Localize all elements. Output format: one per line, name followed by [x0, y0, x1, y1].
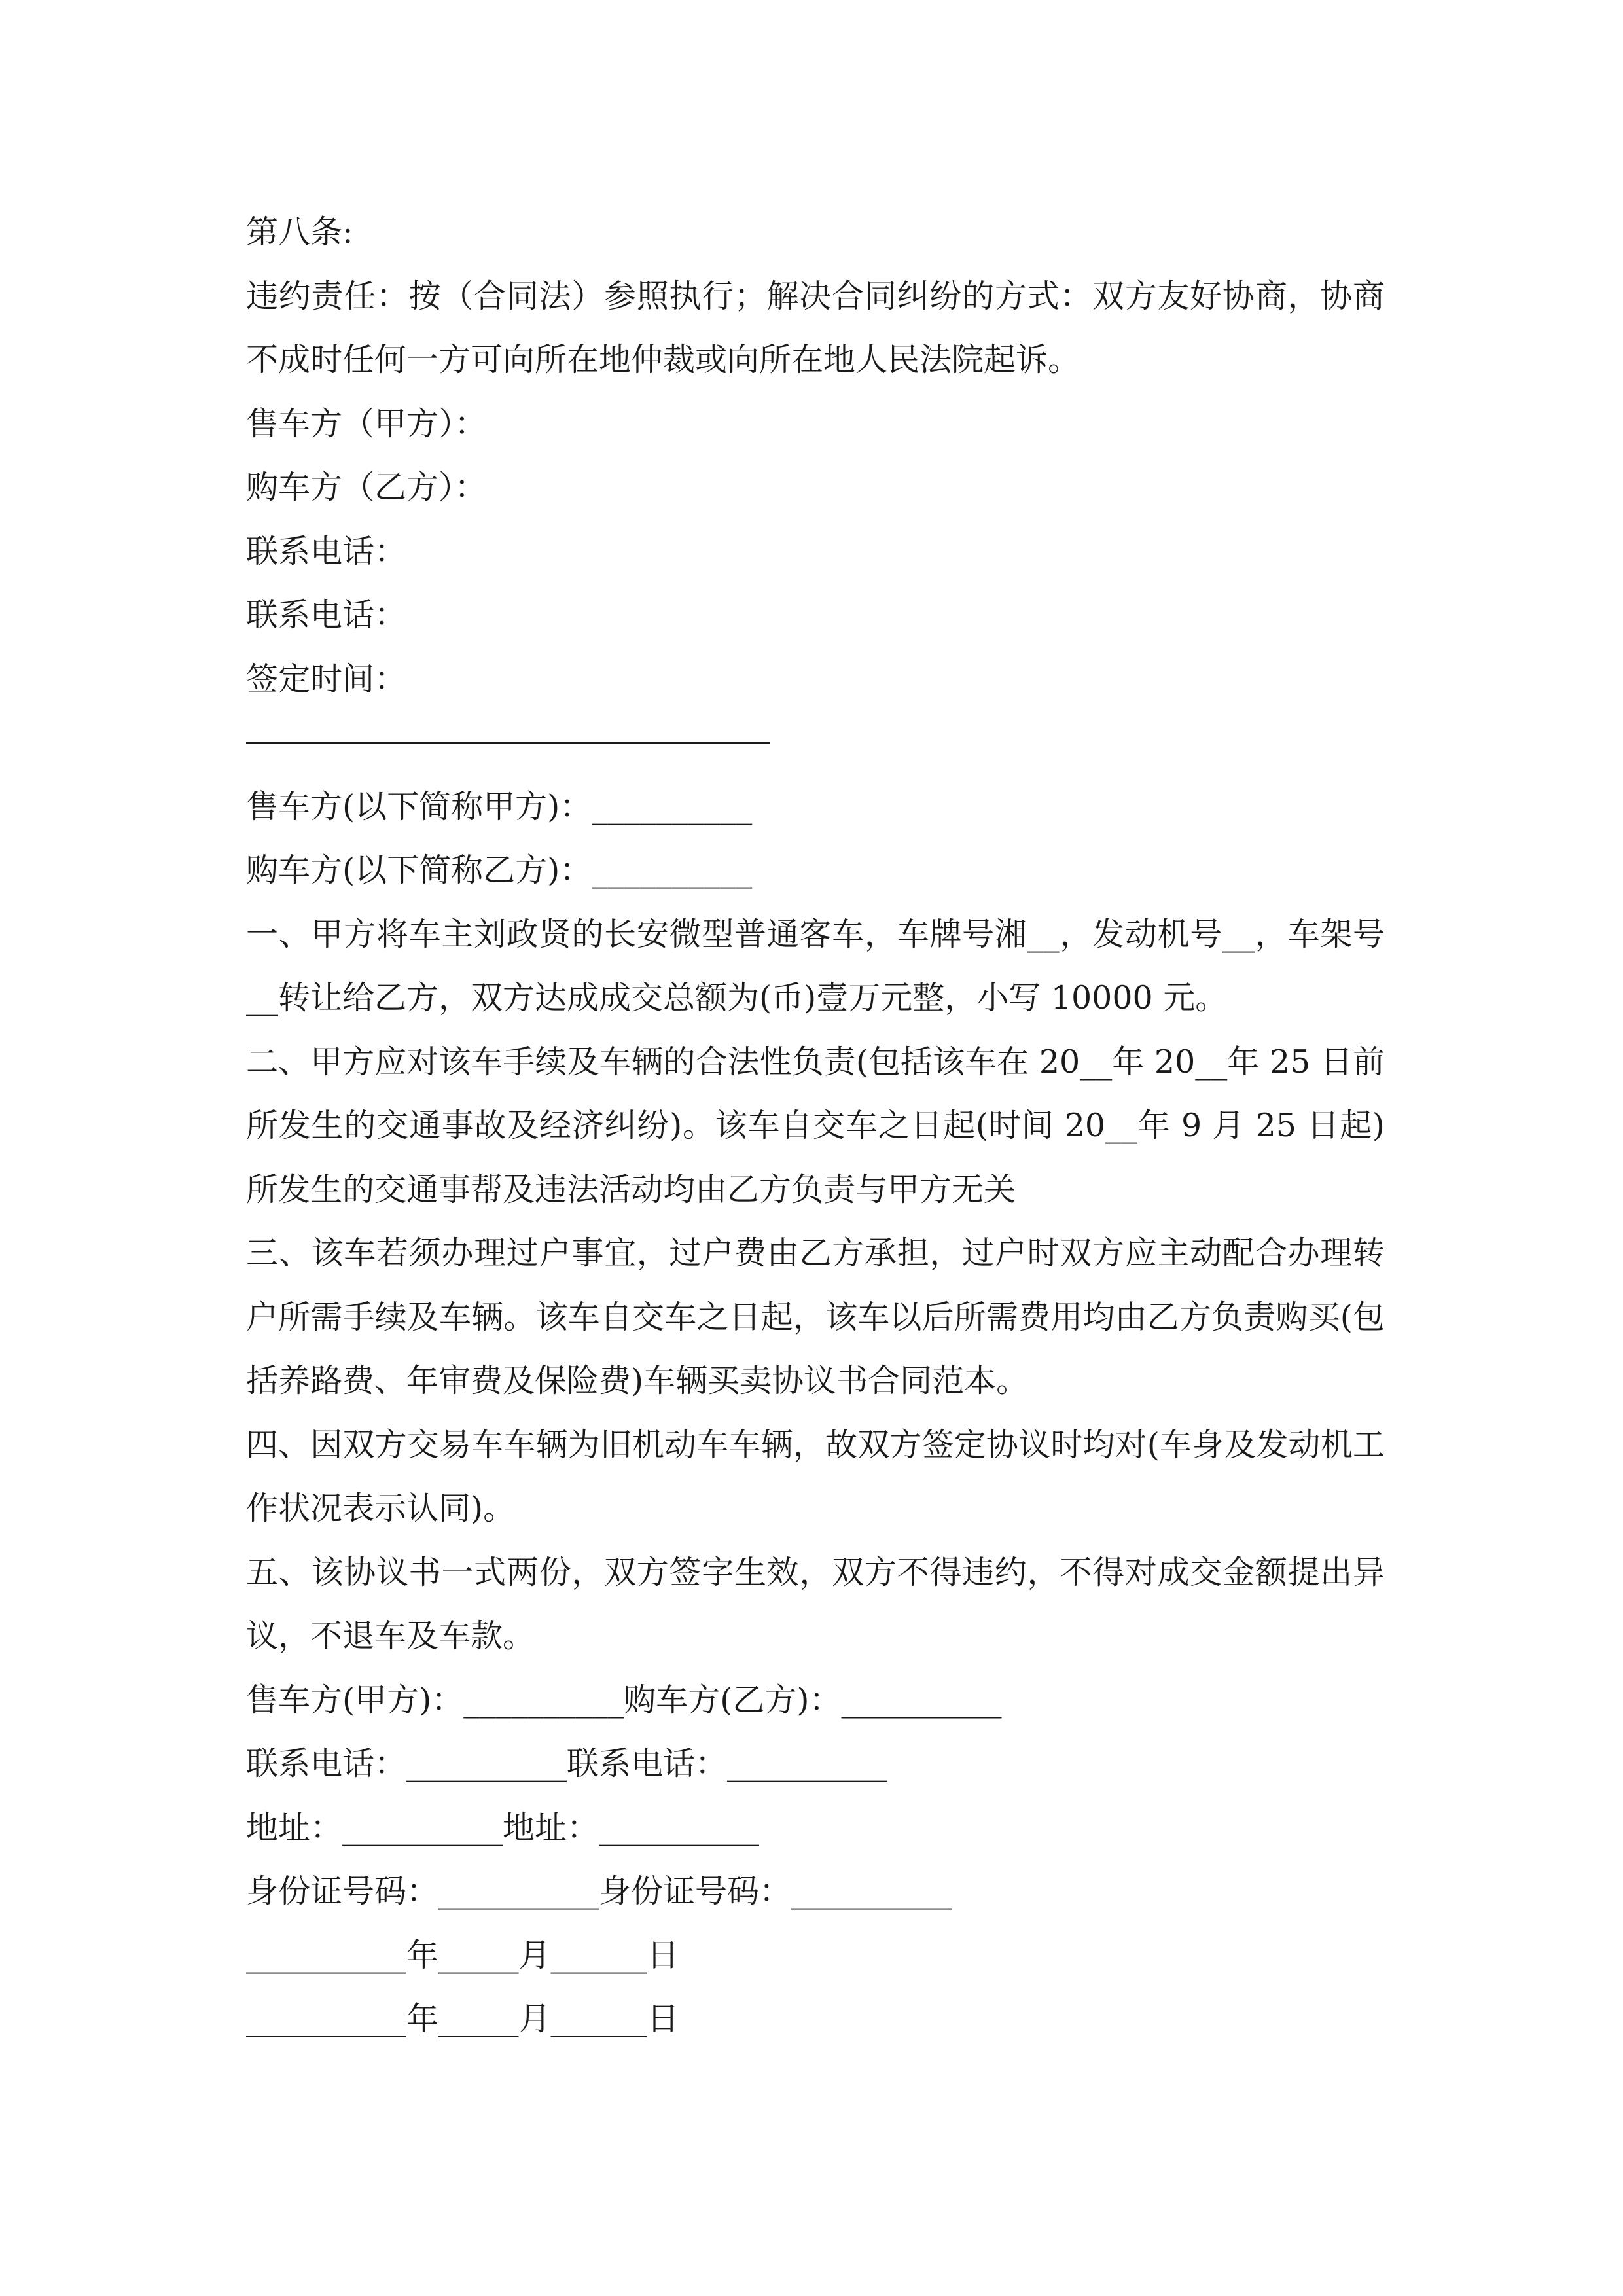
- seller-party-a-label: 售车方（甲方）：: [246, 404, 487, 442]
- clause-3-paragraph: 三、该车若须办理过户事宜，过户费由乙方承担，过户时双方应主动配合办理转户所需手续及车辆。该车自交车之日起，该车以后所需费用均由乙方负责购买(包括养路费、年审费及保险费)车辆买卖协议书合同范本。: [246, 1234, 1385, 1399]
- contact-phone-label-1: 联系电话：: [246, 532, 407, 570]
- clause-5-paragraph: 五、该协议书一式两份，双方签字生效，双方不得违约，不得对成交金额提出异议，不退车及车款。: [246, 1553, 1385, 1655]
- contact-phone-label-2: 联系电话：: [246, 596, 407, 634]
- signature-address-line: 地址：__________地址：__________: [246, 1808, 760, 1846]
- contract-page: [246, 200, 1385, 2051]
- buyer-reference-line: 购车方(以下简称乙方)：__________: [246, 852, 753, 889]
- clause-2-paragraph: 二、甲方应对该车手续及车辆的合法性负责(包括该车在 20__年 20__年 25 日前所发生的交通事故及经济纠纷)。该车自交车之日起(时间 20__年 9 月 25 日起)所发生的交通事帮及违法活动均由乙方负责与甲方无关: [246, 1043, 1385, 1208]
- signature-phones-line: 联系电话：__________联系电话：__________: [246, 1745, 888, 1782]
- clause-4-paragraph: 四、因双方交易车车辆为旧机动车车辆，故双方签定协议时均对(车身及发动机工作状况表示认同)。: [246, 1426, 1385, 1527]
- clause-1-paragraph: 一、甲方将车主刘政贤的长安微型普通客车，车牌号湘__，发动机号__，车架号__转让给乙方，双方达成成交总额为(币)壹万元整，小写 10000 元。: [246, 915, 1385, 1016]
- date-line-2: __________年_____月______日: [246, 2000, 679, 2037]
- signing-time-label: 签定时间：: [246, 660, 407, 698]
- seller-reference-line: 售车方(以下简称甲方)：__________: [246, 787, 753, 825]
- breach-liability-paragraph: 违约责任：按（合同法）参照执行；解决合同纠纷的方式：双方友好协商，协商不成时任何一方可向所在地仲裁或向所在地人民法院起诉。: [246, 277, 1385, 378]
- date-line-1: __________年_____月______日: [246, 1936, 679, 1974]
- signature-id-number-line: 身份证号码：__________身份证号码：__________: [246, 1873, 952, 1910]
- section-divider: [246, 711, 1385, 775]
- signature-parties-line: 售车方(甲方)：__________购车方(乙方)：__________: [246, 1681, 1002, 1719]
- article-8-heading: 第八条:: [246, 213, 353, 251]
- buyer-party-b-label: 购车方（乙方）：: [246, 469, 487, 506]
